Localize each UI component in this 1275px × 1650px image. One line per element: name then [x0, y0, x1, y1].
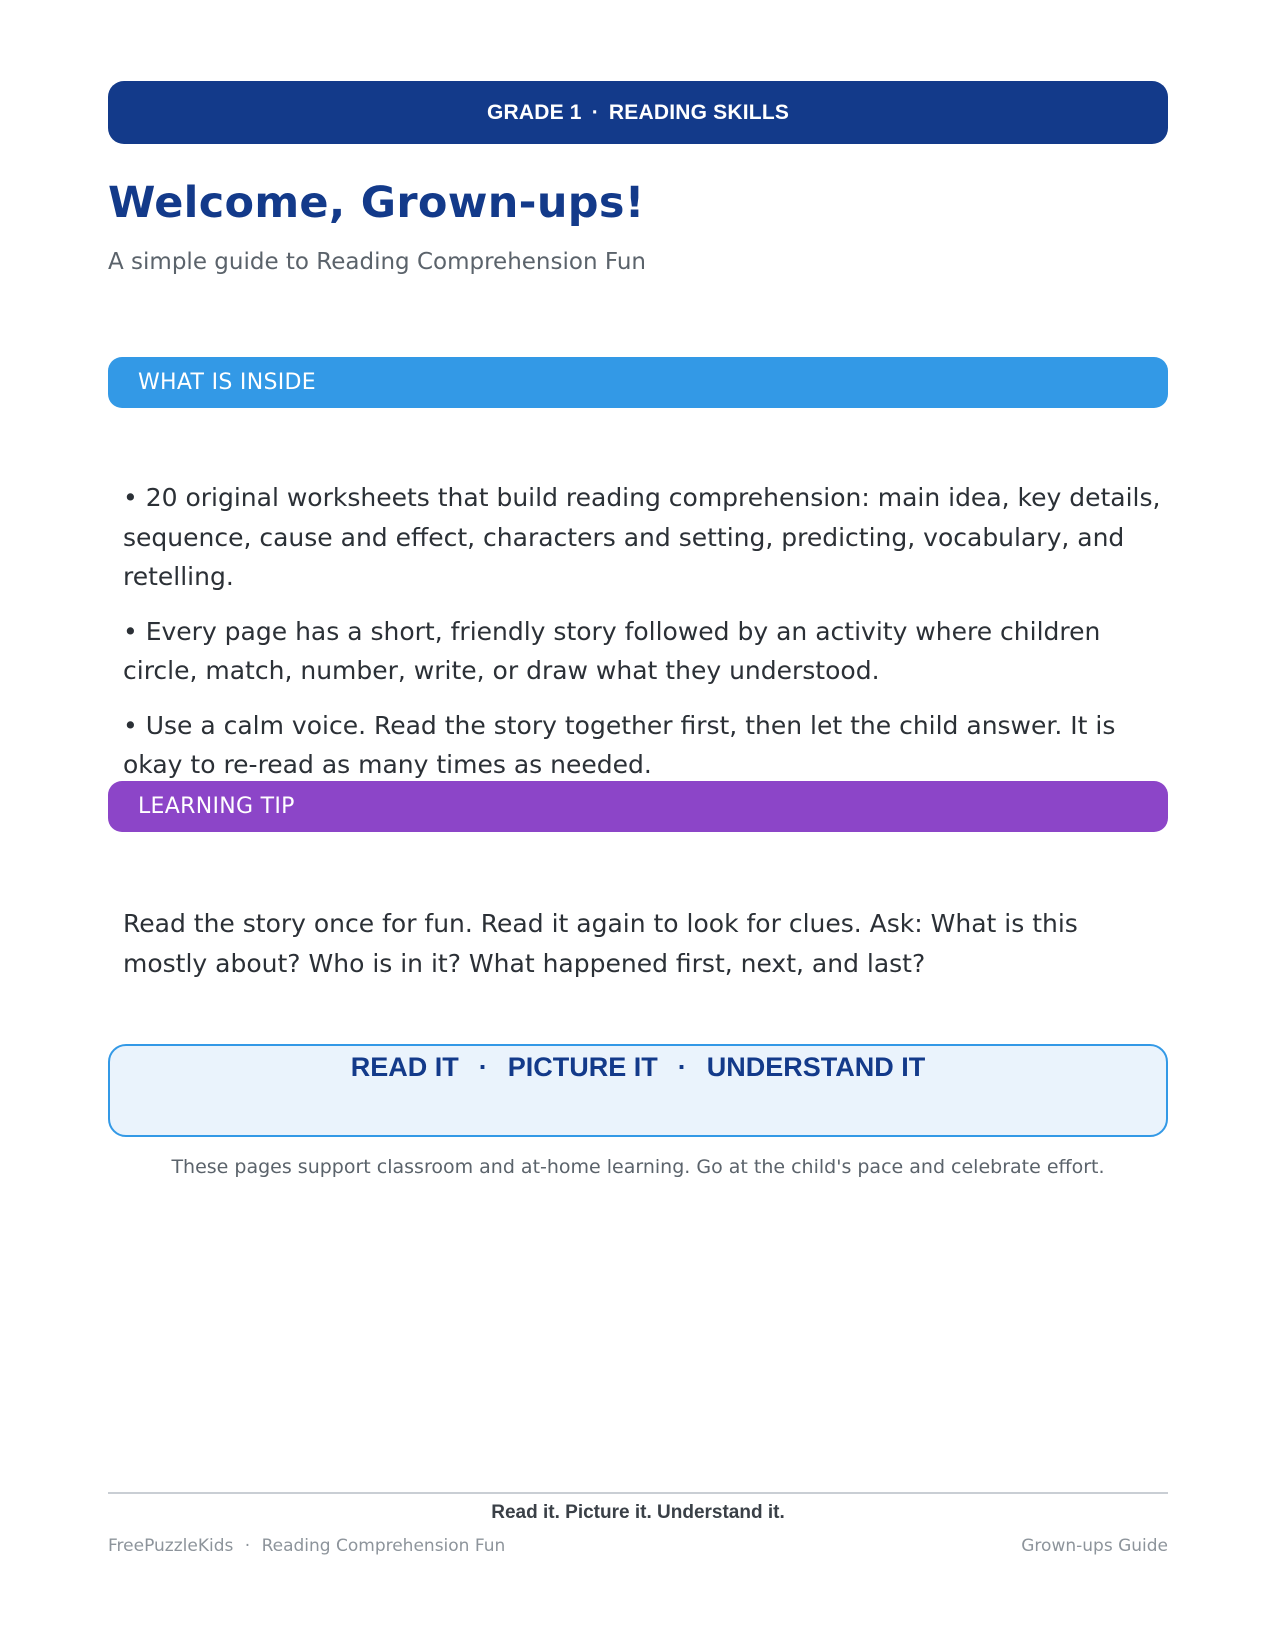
grade-label: GRADE 1: [486, 100, 582, 124]
subject-label: READING SKILLS: [608, 100, 790, 124]
motto-read-it: READ IT: [350, 1052, 459, 1082]
bullet-item: • 20 original worksheets that build reading comprehension: main idea, key details, sequence, cause and effect, characters and setting, predicting, vocabulary, and retelling.: [123, 483, 1161, 591]
header-band: [108, 81, 1168, 144]
bullet-item: • Every page has a short, friendly story followed by an activity where children circle, match, number, write, or draw what they understood.: [123, 616, 1101, 685]
motto-box: [108, 1044, 1168, 1137]
bullet-item: • Use a calm voice. Read the story together first, then let the child answer. It is okay to re-read as many times as needed.: [123, 710, 1116, 779]
footer-brand-name: FreePuzzleKids: [108, 1536, 234, 1556]
section-heading-what-is-inside: [108, 357, 1168, 408]
section-heading-label: WHAT IS INSIDE: [138, 370, 316, 395]
motto-separator: ·: [677, 1052, 687, 1082]
motto-picture-it: PICTURE IT: [507, 1052, 658, 1082]
learning-tip-text: Read the story once for fun. Read it again to look for clues. Ask: What is this mostly about? Who is in it? What happened first, next, and last?: [123, 909, 1078, 978]
motto-separator: ·: [478, 1052, 488, 1082]
footer-tagline: Read it. Picture it. Understand it.: [491, 1502, 785, 1523]
inside-bullet-list: [123, 478, 1163, 800]
footer-separator: ·: [244, 1536, 251, 1556]
footer-doc-name: Grown-ups Guide: [1021, 1536, 1168, 1556]
page-title: Welcome, Grown-ups!: [108, 178, 645, 228]
footer-brand: [108, 1536, 505, 1556]
footer-product-name: Reading Comprehension Fun: [261, 1536, 506, 1556]
page-subtitle: A simple guide to Reading Comprehension Fun: [108, 249, 646, 275]
support-note: These pages support classroom and at-home learning. Go at the child's pace and celebrate effort.: [171, 1156, 1105, 1178]
motto-understand-it: UNDERSTAND IT: [706, 1052, 926, 1082]
footer-divider: [108, 1492, 1168, 1494]
section-heading-label: LEARNING TIP: [138, 794, 295, 819]
section-heading-learning-tip: [108, 781, 1168, 832]
header-separator: ·: [591, 100, 599, 124]
